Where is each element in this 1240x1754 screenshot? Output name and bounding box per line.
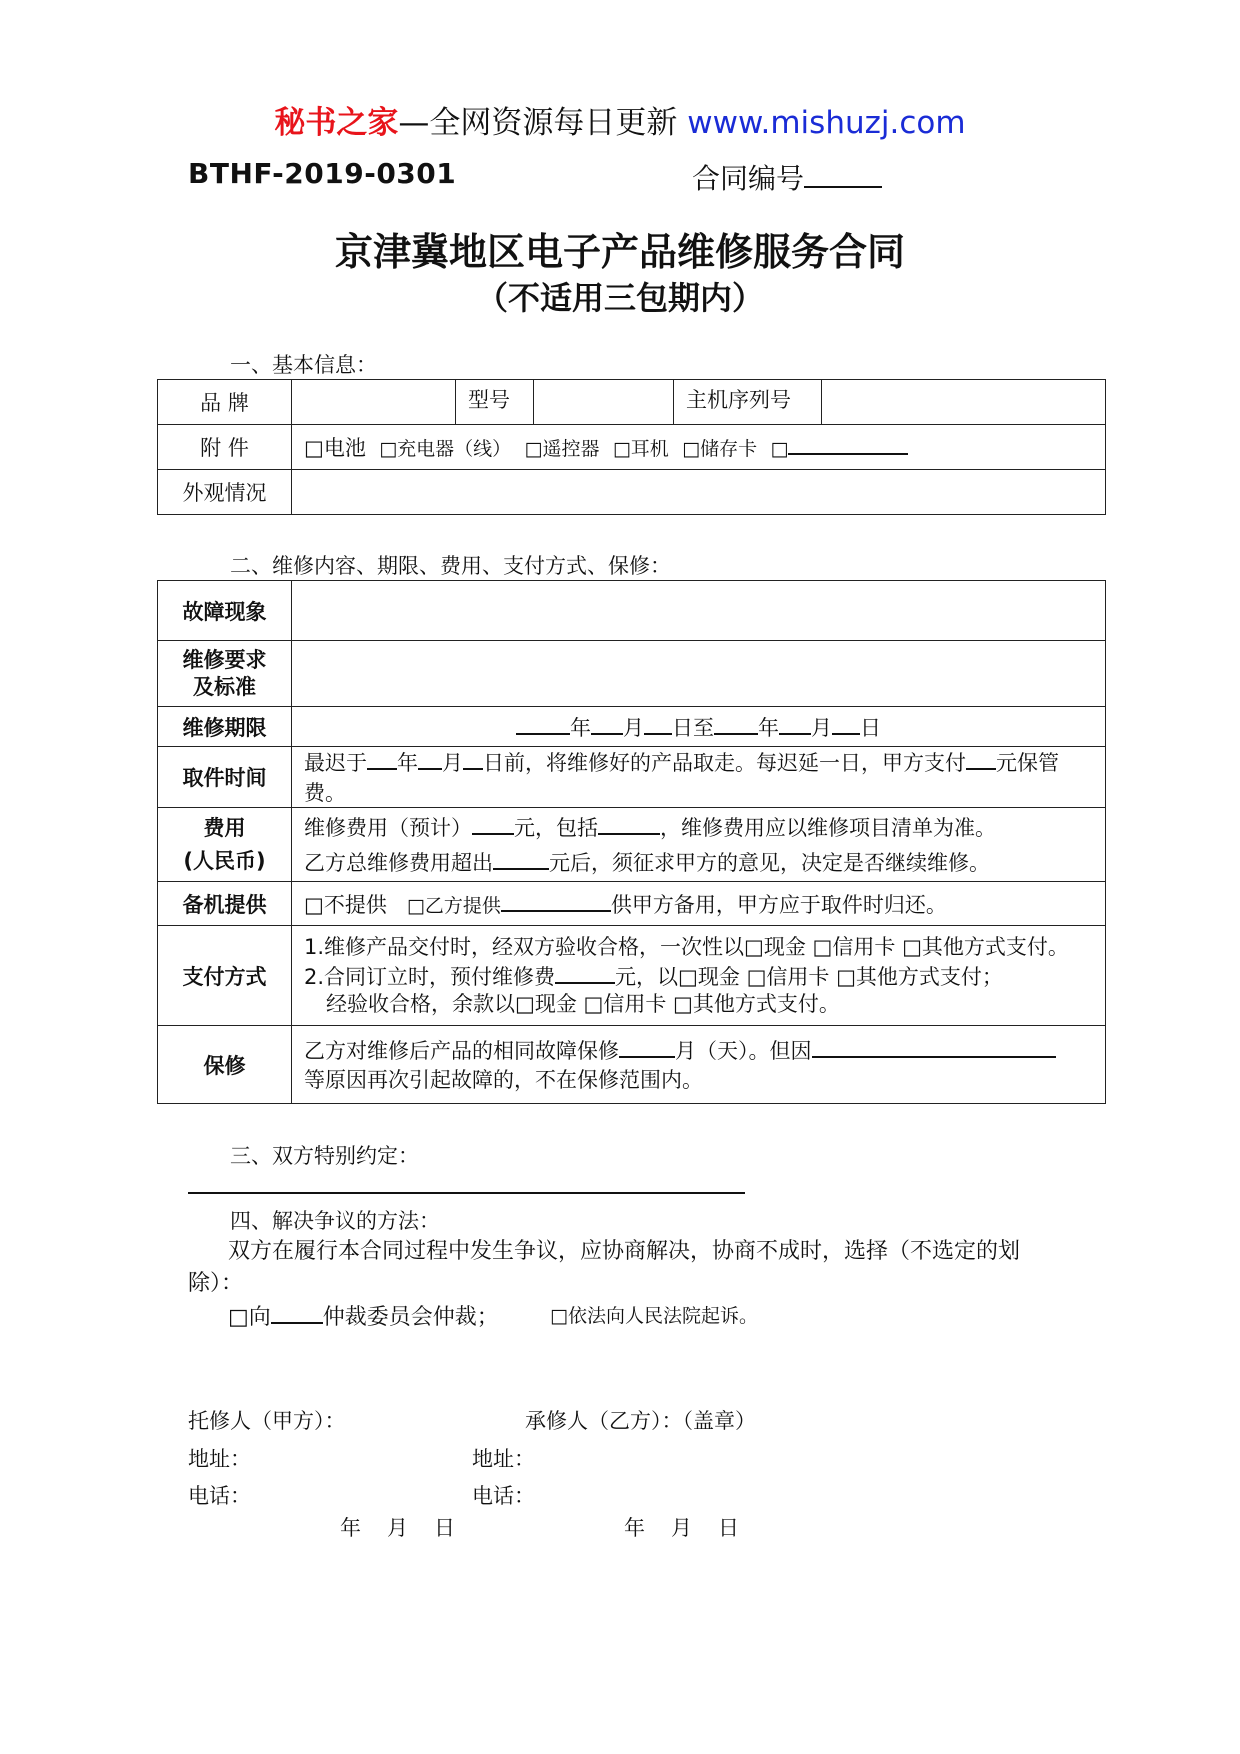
arbitration-checkbox[interactable]: □向 — [228, 1305, 271, 1330]
arbitration-option — [228, 1300, 499, 1334]
date-day: 日 — [718, 1516, 739, 1540]
basic-info-table — [157, 379, 1106, 515]
fee-label — [158, 808, 292, 882]
party-a-address: 地址： — [188, 1447, 251, 1471]
charger-checkbox[interactable]: □充电器（线） — [379, 438, 512, 460]
fee-text-3: ，维修费用应以维修项目清单为准。 — [660, 816, 996, 840]
pickup-day-blank[interactable] — [463, 747, 483, 770]
section2-heading: 二、维修内容、期限、费用、支付方式、保修： — [230, 554, 671, 578]
fee-line-2 — [304, 847, 1093, 877]
period-year-2: 年 — [758, 715, 779, 740]
provide-backup-checkbox[interactable]: □乙方提供 — [406, 894, 501, 917]
party-b-label: 承修人（乙方）：（盖章） — [525, 1409, 756, 1433]
payment-terms — [292, 926, 1106, 1026]
remote-checkbox[interactable]: □遥控器 — [524, 438, 600, 460]
start-month-blank[interactable] — [591, 712, 623, 735]
contract-number — [692, 157, 882, 197]
dispute-paragraph-2: 除）： — [188, 1271, 244, 1296]
storage-fee-blank[interactable] — [966, 747, 996, 770]
accessory-options — [292, 425, 1106, 470]
party-b-address: 地址： — [472, 1447, 535, 1471]
warranty-line-2: 等原因再次引起故障的，不在保修范围内。 — [304, 1068, 703, 1092]
backup-device-blank[interactable] — [501, 889, 611, 912]
fee-label-2: (人民币) — [183, 848, 266, 873]
end-year-blank[interactable] — [714, 712, 758, 735]
payment-label: 支付方式 — [158, 926, 292, 1026]
fault-field[interactable] — [292, 581, 1106, 641]
serial-field[interactable] — [822, 380, 1106, 425]
pickup-text-1: 最迟于 — [304, 751, 367, 775]
section1-heading: 一、基本信息： — [230, 353, 377, 377]
period-day-2: 日 — [860, 715, 881, 740]
court-checkbox[interactable]: □依法向人民法院起诉。 — [550, 1305, 758, 1327]
site-banner — [0, 103, 1240, 143]
brand-field[interactable] — [292, 380, 456, 425]
backup-text: 供甲方备用，甲方应于取件时归还。 — [610, 892, 947, 917]
document-code: BTHF-2019-0301 — [188, 157, 457, 190]
party-a-phone: 电话： — [188, 1484, 251, 1508]
fee-limit-blank[interactable] — [493, 847, 549, 870]
model-label: 型号 — [456, 380, 534, 425]
arbitration-committee-blank[interactable] — [271, 1300, 323, 1324]
pickup-year: 年 — [397, 751, 418, 775]
warranty-line-1 — [304, 1035, 1093, 1065]
pickup-terms — [292, 747, 1106, 808]
payment-line-1: 1.维修产品交付时，经双方验收合格，一次性以□现金 □信用卡 □其他方式支付。 — [304, 934, 1069, 959]
requirement-label — [158, 641, 292, 707]
no-backup-checkbox[interactable]: □不提供 — [304, 892, 387, 917]
date-month: 月 — [671, 1516, 692, 1540]
fault-label: 故障现象 — [158, 581, 292, 641]
memory-card-checkbox[interactable]: □储存卡 — [682, 438, 758, 460]
party-b-date — [624, 1512, 739, 1542]
site-url[interactable]: www.mishuzj.com — [687, 105, 966, 141]
contract-number-label: 合同编号 — [692, 162, 805, 195]
fee-terms — [292, 808, 1106, 882]
warranty-label: 保修 — [158, 1026, 292, 1104]
fee-text-1: 维修费用（预计） — [304, 816, 472, 840]
date-month: 月 — [387, 1516, 408, 1540]
party-b-phone: 电话： — [472, 1484, 535, 1508]
end-month-blank[interactable] — [779, 712, 811, 735]
prepay-amount-blank[interactable] — [555, 961, 615, 984]
warranty-exclusion-blank[interactable] — [812, 1035, 1056, 1058]
payment-line-2 — [304, 961, 1093, 991]
fee-text-5: 元后，须征求甲方的意见，决定是否继续维修。 — [549, 851, 990, 875]
warranty-terms — [292, 1026, 1106, 1104]
fee-text-4: 乙方总维修费用超出 — [304, 851, 493, 875]
backup-label: 备机提供 — [158, 882, 292, 926]
party-a-date — [340, 1512, 455, 1542]
period-month-2: 月 — [811, 715, 832, 740]
party-a-label: 托修人（甲方）： — [188, 1409, 346, 1433]
other-accessory-checkbox[interactable]: □ — [770, 438, 789, 460]
appearance-label: 外观情况 — [158, 470, 292, 515]
start-year-blank[interactable] — [516, 712, 570, 735]
banner-tagline: —全网资源每日更新 — [398, 105, 688, 141]
date-year: 年 — [624, 1516, 645, 1540]
requirement-label-1: 维修要求 — [182, 647, 267, 672]
backup-options — [292, 882, 1106, 926]
date-day: 日 — [434, 1516, 455, 1540]
requirement-field[interactable] — [292, 641, 1106, 707]
period-year-1: 年 — [570, 715, 591, 740]
section4-heading: 四、解决争议的方法： — [230, 1209, 440, 1233]
fee-label-1: 费用 — [203, 815, 246, 840]
pickup-year-blank[interactable] — [367, 747, 397, 770]
appearance-field[interactable] — [292, 470, 1106, 515]
period-dates — [292, 707, 1106, 747]
warranty-period-blank[interactable] — [619, 1035, 675, 1058]
estimated-fee-blank[interactable] — [472, 812, 514, 835]
fee-text-2: 元，包括 — [514, 816, 598, 840]
court-option — [550, 1300, 758, 1332]
prepay-text-2: 元，以□现金 □信用卡 □其他方式支付； — [615, 964, 1003, 989]
model-field[interactable] — [534, 380, 674, 425]
special-terms-line[interactable] — [188, 1192, 745, 1194]
period-month-1: 月 — [623, 715, 644, 740]
requirement-label-2: 及标准 — [193, 674, 256, 699]
earphone-checkbox[interactable]: □耳机 — [612, 438, 669, 460]
arbitration-text: 仲裁委员会仲裁； — [322, 1305, 499, 1330]
pickup-month-blank[interactable] — [418, 747, 442, 770]
section3-heading: 三、双方特别约定： — [230, 1144, 419, 1168]
warranty-text-1: 乙方对维修后产品的相同故障保修 — [304, 1039, 619, 1063]
contract-number-blank[interactable] — [804, 158, 882, 188]
payment-line-3: 经验收合格，余款以□现金 □信用卡 □其他方式支付。 — [326, 991, 840, 1016]
brand-label: 品 牌 — [158, 380, 292, 425]
fee-line-1 — [304, 812, 1093, 842]
serial-label: 主机序列号 — [674, 380, 822, 425]
period-label: 维修期限 — [158, 707, 292, 747]
accessory-label: 附 件 — [158, 425, 292, 470]
other-accessory-blank[interactable] — [788, 432, 908, 455]
dispute-paragraph-1: 双方在履行本合同过程中发生争议，应协商解决，协商不成时，选择（不选定的划 — [228, 1239, 1021, 1264]
period-to: 日至 — [672, 715, 714, 740]
date-year: 年 — [340, 1516, 361, 1540]
pickup-text-2: 日前，将维修好的产品取走。每迟延一日，甲方支付 — [483, 751, 966, 775]
battery-checkbox[interactable]: □电池 — [304, 436, 366, 460]
pickup-text-3: 元保管费。 — [304, 751, 1059, 805]
fee-includes-blank[interactable] — [598, 812, 660, 835]
repair-table — [157, 580, 1106, 1104]
brand-name: 秘书之家 — [274, 105, 399, 141]
pickup-label: 取件时间 — [158, 747, 292, 808]
pickup-month: 月 — [442, 751, 463, 775]
end-day-blank[interactable] — [832, 712, 860, 735]
prepay-text-1: 2.合同订立时，预付维修费 — [304, 964, 556, 989]
start-day-blank[interactable] — [644, 712, 672, 735]
document-subtitle: （不适用三包期内） — [475, 279, 764, 317]
warranty-text-2: 月（天）。但因 — [675, 1039, 812, 1063]
document-title: 京津冀地区电子产品维修服务合同 — [334, 230, 905, 274]
